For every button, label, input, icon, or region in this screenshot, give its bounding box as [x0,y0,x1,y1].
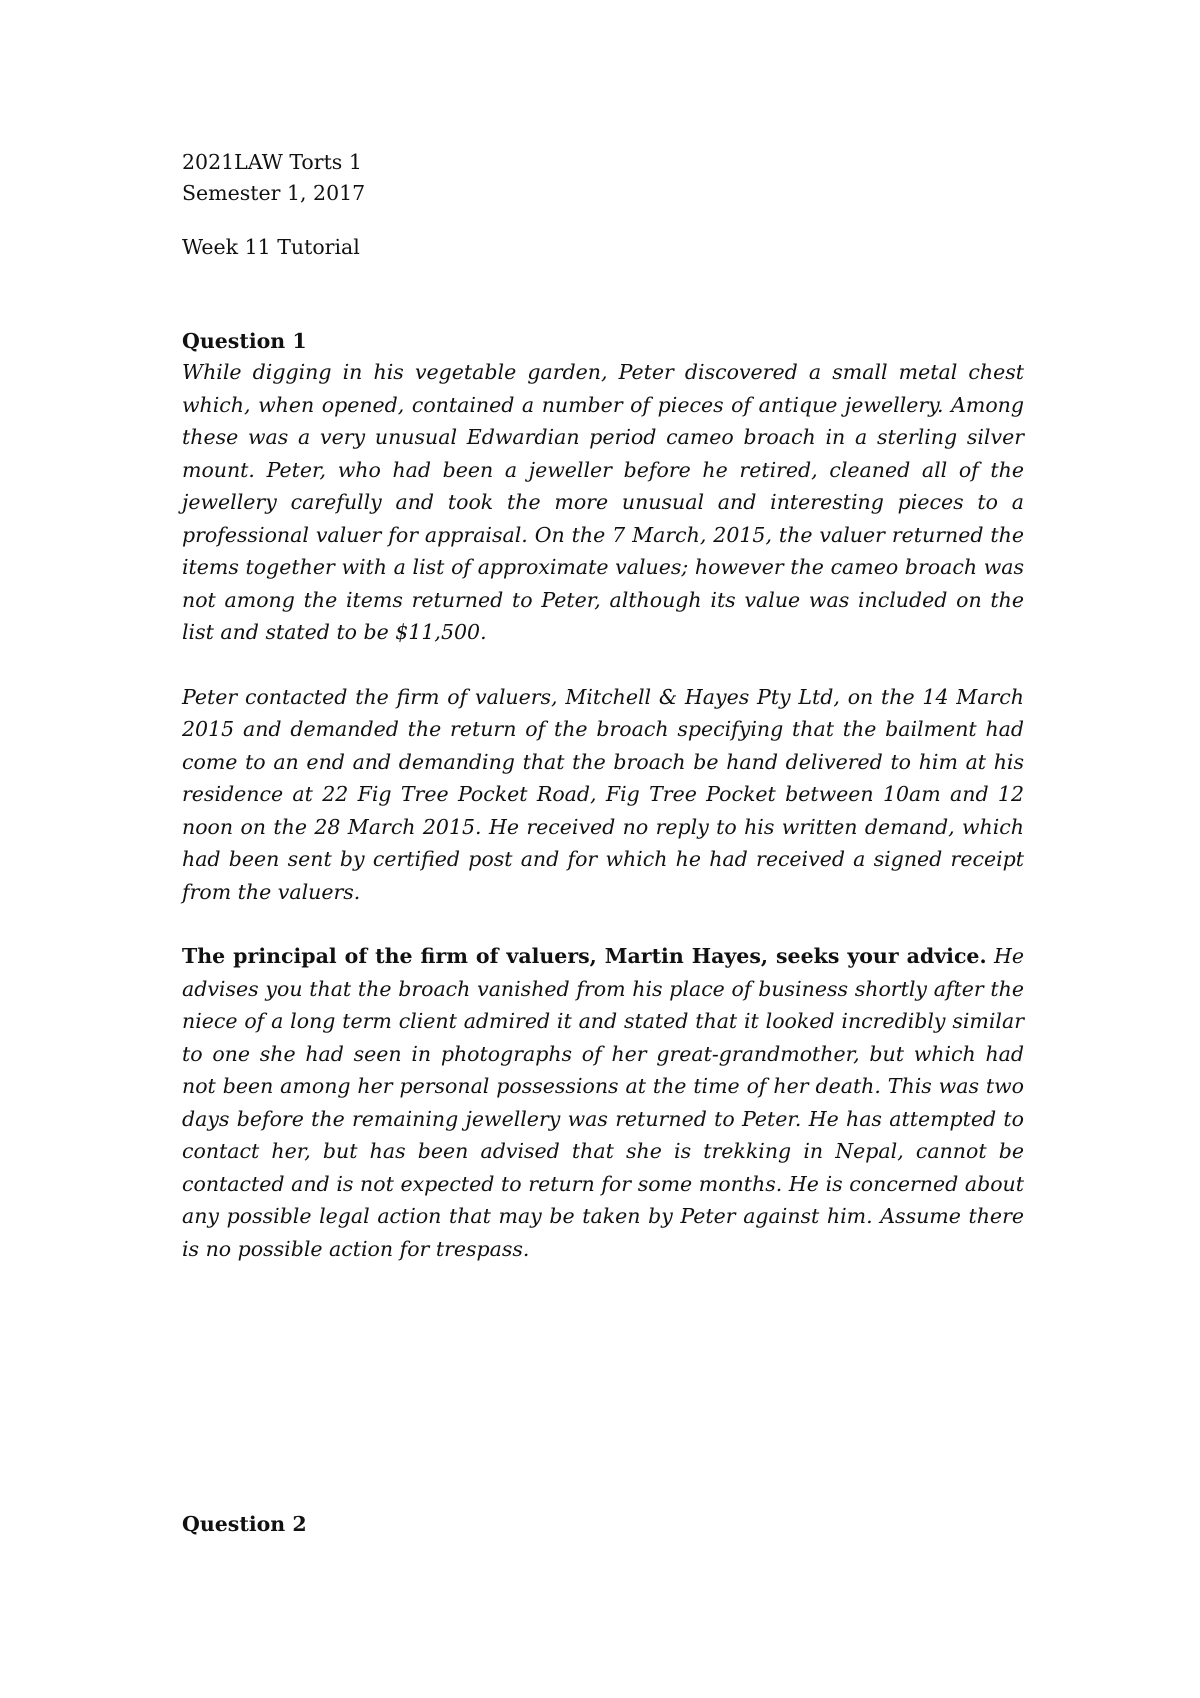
question-1-paragraph-3 [182,940,1024,1265]
question-2-heading: Question 2 [182,1512,307,1536]
question-1-paragraph-1: While digging in his vegetable garden, Peter discovered a small metal chest which, when opened, contained a number of pieces of antique jewellery. Among these was a very unusual Edwardian period cameo broach in a sterling silver mount. Peter, who had been a jeweller before he retired, cleaned all of the jewellery carefully and took the more unusual and interesting pieces to a professional valuer for appraisal. On the 7 March, 2015, the valuer returned the items together with a list of approximate values; however the cameo broach was not among the items returned to Peter, although its value was included on the list and stated to be $11,500. [182,360,1024,644]
week-title: Week 11 Tutorial [182,235,360,259]
semester-line: Semester 1, 2017 [182,181,366,205]
course-title: 2021LAW Torts 1 [182,150,362,174]
question-1-body [182,356,1024,1265]
facts-from-principal: He advises you that the broach vanished from his place of business shortly after the niece of a long term client admired it and stated that it looked incredibly similar to one she had seen in photographs of her great-grandmother, but which had not been among her personal possessions at the time of her death. This was two days before the remaining jewellery was returned to Peter. He has attempted to contact her, but has been advised that she is trekking in Nepal, cannot be contacted and is not expected to return for some months. He is concerned about any possible legal action that may be taken by Peter against him. Assume there is no possible action for trespass. [182,944,1024,1261]
question-1-paragraph-2: Peter contacted the firm of valuers, Mitchell & Hayes Pty Ltd, on the 14 March 2015 and demanded the return of the broach specifying that the bailment had come to an end and demanding that the broach be hand delivered to him at his residence at 22 Fig Tree Pocket Road, Fig Tree Pocket between 10am and 12 noon on the 28 March 2015. He received no reply to his written demand, which had been sent by certified post and for which he had received a signed receipt from the valuers. [182,684,1024,904]
question-1-heading: Question 1 [182,329,307,353]
advice-request: The principal of the firm of valuers, Martin Hayes, seeks your advice. [182,944,987,968]
